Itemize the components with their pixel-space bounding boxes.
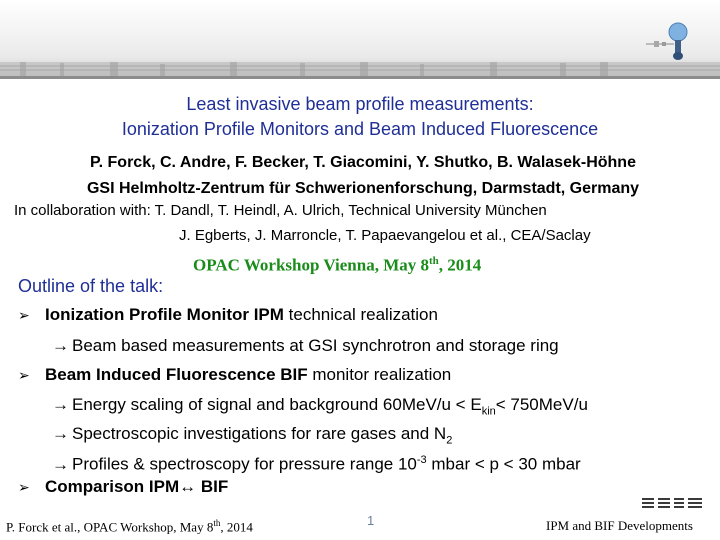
footer-left-sup: th (213, 518, 221, 528)
ekin-subscript: kin (481, 405, 496, 418)
sub-bullet-text-end: mbar < p < 30 mbar (426, 454, 581, 474)
sub-bullet-text-end: < 750MeV/u (495, 395, 588, 414)
footer-citation (6, 515, 253, 535)
n2-subscript: 2 (446, 434, 453, 447)
arrowhead-bullet-icon: ➢ (18, 367, 30, 383)
sub-bullet-beam-measurements (52, 336, 559, 356)
right-arrow-icon: → (52, 454, 69, 474)
bullet-ipm (18, 305, 438, 325)
affiliation-line: GSI Helmholtz-Zentrum für Schwerionenforschung, Darmstadt, Germany (86, 180, 640, 197)
sub-bullet-energy-scaling (52, 395, 588, 421)
header-band (0, 0, 720, 76)
slide-title-line-2: Ionization Profile Monitors and Beam Induced Fluorescence (121, 119, 599, 139)
sub-bullet-pressure-range (52, 450, 581, 475)
sub-bullet-text: Profiles & spectroscopy for pressure range 10 (72, 454, 417, 474)
exponent-superscript: -3 (416, 454, 427, 466)
sub-bullet-text: Energy scaling of signal and background 60MeV/u < E (72, 395, 482, 414)
sub-bullet-text: Spectroscopic investigations for rare gases and N (72, 424, 447, 443)
bullet-bif-rest: monitor realization (307, 365, 452, 384)
bullet-comparison-a: Comparison IPM (45, 477, 180, 496)
bullet-ipm-bold: Ionization Profile Monitor IPM (45, 305, 284, 324)
workshop-text: OPAC Workshop Vienna, May 8 (193, 255, 429, 275)
sub-bullet-text: Beam based measurements at GSI synchrotron and storage ring (72, 336, 559, 355)
left-right-arrow-icon: ↔ (179, 477, 197, 496)
outline-heading: Outline of the talk: (18, 276, 164, 296)
workshop-line (193, 251, 481, 276)
footer-left-tail: , 2014 (220, 519, 253, 535)
footer-talk-title: IPM and BIF Developments (546, 518, 693, 533)
arrowhead-bullet-icon: ➢ (18, 307, 30, 323)
workshop-tail: , 2014 (438, 255, 482, 275)
bullet-comparison-b: BIF (196, 477, 229, 496)
header-divider (0, 76, 720, 79)
workshop-sup: th (429, 255, 439, 267)
bullet-ipm-rest: technical realization (283, 305, 438, 324)
accelerator-logo-icon (644, 18, 692, 64)
slide-title-line-1: Least invasive beam profile measurements: (186, 94, 534, 114)
right-arrow-icon: → (52, 424, 69, 443)
authors-line: P. Forck, C. Andre, F. Becker, T. Giacomini, Y. Shutko, B. Walasek-Höhne (90, 154, 636, 171)
footer-left-text: P. Forck et al., OPAC Workshop, May 8 (6, 519, 214, 535)
gsi-logo (640, 495, 704, 513)
right-arrow-icon: → (52, 395, 69, 414)
collaboration-line-1: In collaboration with: T. Dandl, T. Heindl, A. Ulrich, Technical University München (14, 202, 547, 219)
right-arrow-icon: → (52, 336, 69, 355)
bullet-bif (18, 365, 451, 385)
arrowhead-bullet-icon: ➢ (18, 479, 30, 495)
sub-bullet-spectroscopy (52, 424, 452, 450)
page-number: 1 (367, 513, 375, 528)
bullet-comparison (18, 477, 228, 497)
collaboration-line-2: J. Egberts, J. Marroncle, T. Papaevangelou et al., CEA/Saclay (179, 227, 591, 244)
bullet-bif-bold: Beam Induced Fluorescence BIF (45, 365, 308, 384)
